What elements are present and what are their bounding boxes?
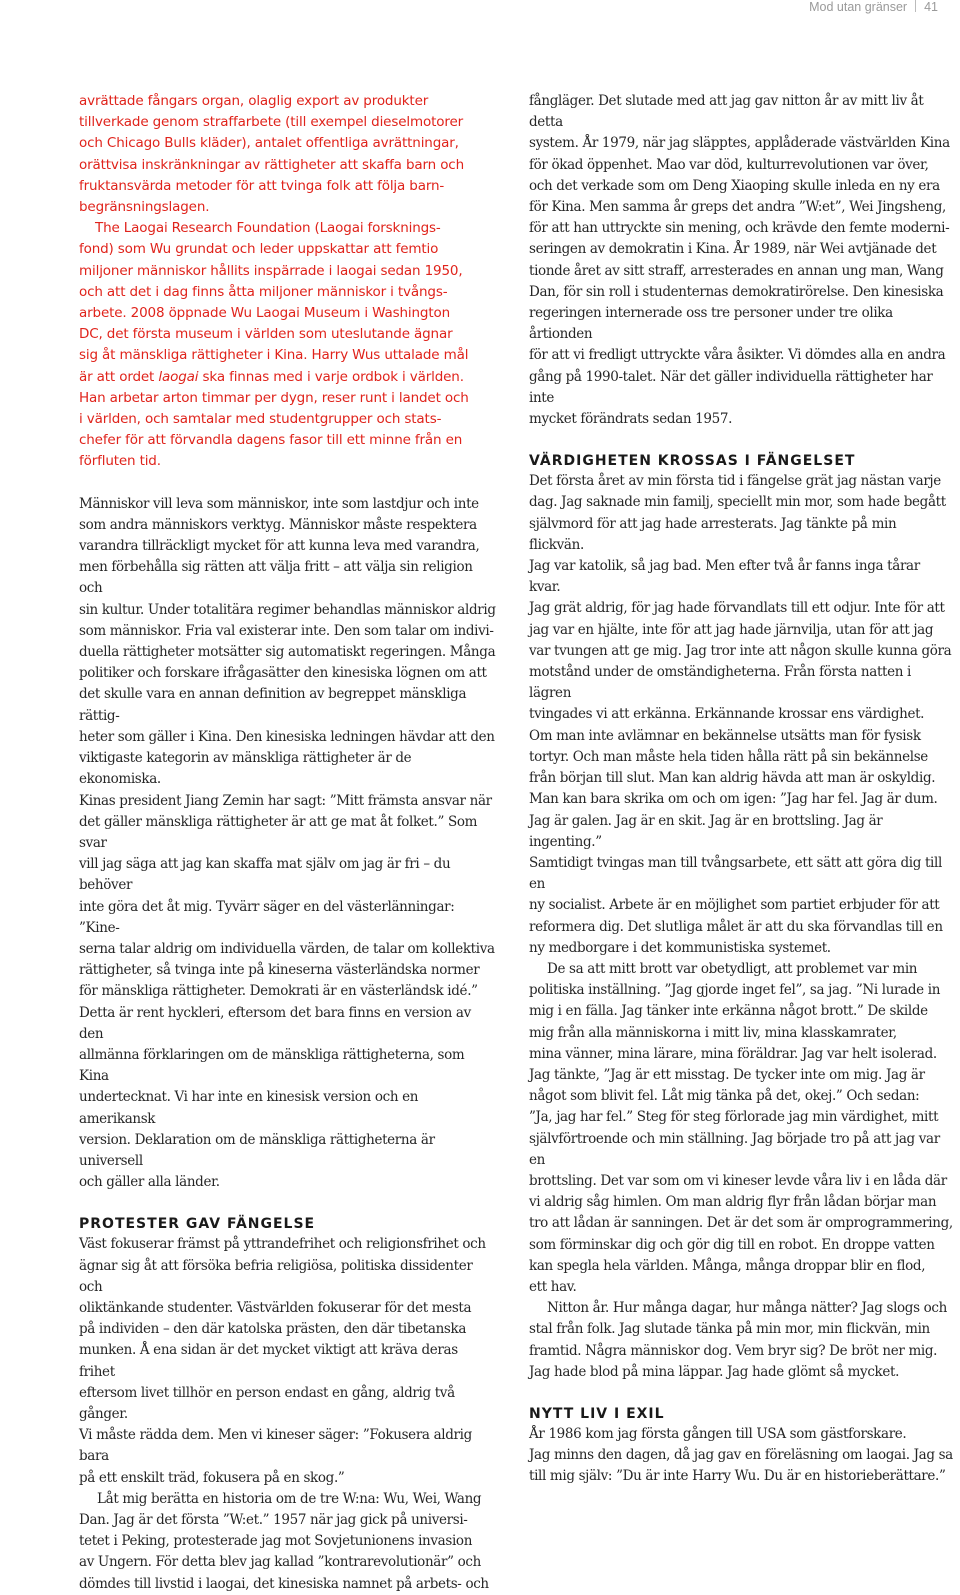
callout-line: The Laogai Research Foundation (Laogai forsknings- xyxy=(95,220,441,237)
body-line: allmänna förklaringen om de mänskliga rättigheterna, som Kina xyxy=(79,1046,465,1085)
right-column xyxy=(529,91,954,1488)
body-line: tionde året av sitt straff, arresterades en annan ung man, Wang xyxy=(529,262,944,279)
section-heading-protester: PROTESTER GAV FÄNGELSE xyxy=(79,1216,316,1233)
callout-line: DC, det första museum i världen som uteslutande ägnar xyxy=(79,326,453,343)
body-line: duella rättigheter motsätter sig automatiskt regeringen. Många xyxy=(79,644,496,661)
body-line: varandra tillräckligt mycket för att kunna leva med varandra, xyxy=(79,538,480,555)
callout-line: fond) som Wu grundat och leder uppskattar att femtio xyxy=(79,241,439,258)
callout-line: chefer för att förvandla dagens fasor till ett minne från en xyxy=(79,432,463,449)
body-paragraph-1 xyxy=(79,494,497,1194)
body-line: för att vi fredligt uttryckte våra åsikter. Vi dömdes alla en andra xyxy=(529,347,946,364)
callout-line: och Chicago Bulls kläder), antalet offentliga avrättningar, xyxy=(79,135,459,152)
section-heading-vardigheten: VÄRDIGHETEN KROSSAS I FÄNGELSET xyxy=(529,453,856,470)
body-line: Jag hade blod på mina läppar. Jag hade glömt så mycket. xyxy=(529,1363,900,1380)
body-paragraph-3 xyxy=(529,91,954,430)
body-line: politiker och forskare ifrågasätter den kinesiska lögnen om att xyxy=(79,665,487,682)
body-line: mig i en fälla. Jag tänker inte erkänna något brott.” De skilde xyxy=(529,1003,928,1020)
callout-line: tillverkade genom straffarbete (till exempel dieselmotorer xyxy=(79,114,463,131)
body-line: Jag grät aldrig, för jag hade förvandlats till ett odjur. Inte för att xyxy=(529,600,945,617)
body-line: mig från alla människorna i mitt liv, mina klasskamrater, xyxy=(529,1024,897,1041)
running-head-divider xyxy=(915,0,916,12)
body-paragraph-2 xyxy=(79,1234,497,1594)
body-line: gång på 1990-talet. När det gäller individuella rättigheter har inte xyxy=(529,368,933,406)
callout-italic-word: laogai xyxy=(158,368,199,385)
body-line: jag var en hjälte, inte för att jag hade järnvilja, utan för att jag xyxy=(529,621,934,638)
body-line: undertecknat. Vi har inte en kinesisk version och en amerikansk xyxy=(79,1089,419,1127)
body-line: tortyr. Och man måste hela tiden hålla rätt på sin bekännelse xyxy=(529,748,928,765)
body-line: inte göra det åt mig. Tyvärr säger en del västerlänningar: ”Kine- xyxy=(79,898,455,936)
callout-line: orättvisa inskränkningar av rättigheter att skaffa barn och xyxy=(79,156,464,173)
body-line: vill jag säga att jag kan skaffa mat själv om jag är fri – du behöver xyxy=(79,856,451,894)
body-line: sin kultur. Under totalitära regimer behandlas människor aldrig xyxy=(79,601,496,618)
body-line: Jag var katolik, så jag bad. Men efter två år fanns inga tårar kvar. xyxy=(529,558,920,596)
body-line: som förminskar dig och gör dig till en robot. En droppe vatten xyxy=(529,1236,935,1253)
body-line: seringen av demokratin i Kina. År 1989, när Wei avtjänade det xyxy=(529,241,937,258)
callout-line: ska finnas med i varje ordbok i världen. xyxy=(202,368,464,385)
body-line: och det verkade som om Deng Xiaoping skulle inleda en ny era xyxy=(529,177,940,194)
body-line: dag. Jag saknade min familj, speciellt min mor, som hade begått xyxy=(529,494,946,511)
body-line: för mänskliga rättigheter. Demokrati är en västerländsk idé.” xyxy=(79,983,478,1000)
body-line: fångläger. Det slutade med att jag gav nitton år av mitt liv åt detta xyxy=(529,93,924,131)
body-line: Nitton år. Hur många dagar, hur många nätter? Jag slogs och xyxy=(547,1300,947,1317)
body-line: Om man inte avlämnar en bekännelse utsätts man för fysisk xyxy=(529,727,921,744)
body-line: självmord för att jag hade arresterats. Jag tänkte på min flickvän. xyxy=(529,515,897,553)
body-line: det skulle vara en annan definition av begreppet mänskliga rättig- xyxy=(79,686,467,724)
body-line: Vi måste rädda dem. Men vi kineser säger: ”Fokusera aldrig bara xyxy=(79,1427,472,1465)
body-line: brottsling. Det var som om vi kineser levde våra liv i en låda där xyxy=(529,1172,947,1189)
callout-line: sig åt mänskliga rättigheter i Kina. Harry Wus uttalade mål xyxy=(79,347,469,364)
body-line: Det första året av min första tid i fängelse grät jag nästan varje xyxy=(529,473,941,490)
body-line: regeringen internerade oss tre personer under tre olika årtionden xyxy=(529,305,893,343)
running-head xyxy=(809,0,938,14)
callout-line: arbete. 2008 öppnade Wu Laogai Museum i Washington xyxy=(79,305,450,322)
body-line: tetet i Peking, protesterade jag mot Sovjetunionens invasion xyxy=(79,1533,473,1550)
body-line: framtid. Några människor dog. Vem bryr sig? De bröt ner mig. xyxy=(529,1342,938,1359)
body-line: Kinas president Jiang Zemin har sagt: ”Mitt främsta ansvar när xyxy=(79,792,492,809)
body-line: som andra människors verktyg. Människor måste respektera xyxy=(79,516,477,533)
page-number: 41 xyxy=(924,0,938,14)
body-line: politiska inställning. ”Jag gjorde inget fel”, sa jag. ”Ni lurade in xyxy=(529,982,941,999)
body-line: rättigheter, så tvinga inte på kineserna västerländska normer xyxy=(79,962,480,979)
body-line: dömdes till livstid i laogai, det kinesiska namnet på arbets- och xyxy=(79,1575,489,1592)
body-paragraph-5 xyxy=(529,1424,954,1488)
body-line: version. Deklaration om de mänskliga rättigheterna är universell xyxy=(79,1131,435,1169)
body-paragraph-4 xyxy=(529,471,954,1383)
body-line: system. År 1979, när jag släpptes, applåderade västvärlden Kina xyxy=(529,135,950,152)
body-line: Jag är galen. Jag är en skit. Jag är en brottsling. Jag är ingenting.” xyxy=(529,812,883,850)
body-line: som människor. Fria val existerar inte. Den som talar om indivi- xyxy=(79,622,494,639)
callout-line: förfluten tid. xyxy=(79,453,161,470)
body-line: Man kan bara skrika om och om igen: ”Jag har fel. Jag är dum. xyxy=(529,791,938,808)
body-line: mycket förändrats sedan 1957. xyxy=(529,411,733,428)
body-line: självförtroende och min ställning. Jag började tro på att jag var en xyxy=(529,1130,940,1168)
callout-line: Han arbetar arton timmar per dygn, reser runt i landet och xyxy=(79,389,469,406)
body-line: Samtidigt tvingas man till tvångsarbete, ett sätt att göra dig till en xyxy=(529,854,942,893)
body-line: ny socialist. Arbete är en möjlighet som partiet erbjuder för att xyxy=(529,897,940,914)
body-line: ett hav. xyxy=(529,1278,577,1295)
body-line: på ett enskilt träd, fokusera på en skog.” xyxy=(79,1469,345,1486)
callout-line: fruktansvärda metoder för att tvinga folk att följa barn- xyxy=(79,177,445,194)
body-line: för ökad öppenhet. Mao var död, kulturrevolutionen var över, xyxy=(529,156,929,173)
body-line: för Kina. Men samma år greps det andra ”W:et”, Wei Jingsheng, xyxy=(529,199,946,216)
body-line: men förbehålla sig rätten att välja fritt – att välja sin religion och xyxy=(79,559,473,597)
body-line: vi aldrig såg himlen. Om man aldrig flyr från lådan börjar man xyxy=(529,1194,937,1211)
body-line: av Ungern. För detta blev jag kallad ”kontrarevolutionär” och xyxy=(79,1554,481,1571)
callout-text xyxy=(79,91,497,473)
body-line: ägnar sig åt att försöka befria religiösa, politiska dissidenter och xyxy=(79,1257,473,1295)
body-line: Väst fokuserar främst på yttrandefrihet och religionsfrihet och xyxy=(79,1236,486,1253)
body-line: reformera dig. Det slutliga målet är att du ska förvandlas till en xyxy=(529,918,943,935)
body-line: och gäller alla länder. xyxy=(79,1174,220,1191)
body-line: det gäller mänskliga rättigheter är att ge mat åt folket.” Som svar xyxy=(79,813,478,851)
body-line: munken. Å ena sidan är det mycket viktigt att kräva deras frihet xyxy=(79,1342,458,1380)
body-line: något som blivit fel. Låt mig tänka på det, okej.” Och sedan: xyxy=(529,1088,920,1105)
callout-line: miljoner människor hållits inspärrade i laogai sedan 1950, xyxy=(79,262,463,279)
callout-line: och att det i dag finns åtta miljoner människor i tvångs- xyxy=(79,283,448,300)
body-line: Detta är rent hyckleri, eftersom det bara finns en version av den xyxy=(79,1004,471,1042)
body-line: till mig själv: ”Du är inte Harry Wu. Du är en historieberättare.” xyxy=(529,1468,946,1485)
body-line: kan spegla hela världen. Många, många droppar blir en flod, xyxy=(529,1257,926,1274)
body-line: Jag minns den dagen, då jag gav en föreläsning om laogai. Jag sa xyxy=(529,1447,953,1464)
body-line: ”Ja, jag har fel.” Steg för steg förlorade jag min värdighet, mitt xyxy=(529,1109,939,1126)
callout-line: begränsningslagen. xyxy=(79,199,210,216)
body-line: Dan. Jag är det första ”W:et.” 1957 när jag gick på universi- xyxy=(79,1512,468,1528)
body-line: Dan, för sin roll i studenternas demokratirörelse. Den kinesiska xyxy=(529,283,944,300)
left-column xyxy=(79,91,497,1595)
body-line: stal från folk. Jag slutade tänka på min mor, min flickvän, min xyxy=(529,1321,930,1338)
body-line: År 1986 kom jag första gången till USA som gästforskare. xyxy=(529,1425,907,1442)
body-line: från början till slut. Man kan aldrig hävda att man är oskyldig. xyxy=(529,770,936,787)
body-line: serna talar aldrig om individuella värden, de talar om kollektiva xyxy=(79,940,495,957)
body-line: De sa att mitt brott var obetydligt, att problemet var min xyxy=(547,960,918,977)
body-line: heter som gäller i Kina. Den kinesiska ledningen hävdar att den xyxy=(79,728,495,745)
section-heading-nytt-liv: NYTT LIV I EXIL xyxy=(529,1405,665,1422)
callout-line: i världen, och samtalar med studentgrupper och stats- xyxy=(79,411,442,428)
callout-line: avrättade fångars organ, olaglig export av produkter xyxy=(79,93,429,109)
body-line: mina vänner, mina lärare, mina föräldrar. Jag var helt isolerad. xyxy=(529,1045,937,1062)
body-line: oliktänkande studenter. Västvärlden fokuserar för det mesta xyxy=(79,1299,472,1316)
body-line: tro att lådan är sanningen. Det är det som är omprogrammering, xyxy=(529,1215,953,1232)
body-line: var tvungen att ge mig. Jag tror inte att någon skulle kunna göra xyxy=(529,642,952,659)
callout-line: är att ordet xyxy=(79,368,155,385)
body-line: ny medborgare i det kommunistiska systemet. xyxy=(529,939,831,956)
body-line: på individen – den där katolska prästen, den där tibetanska xyxy=(79,1321,467,1338)
body-line: för att han uttryckte sin mening, och krävde den femte moderni- xyxy=(529,220,950,237)
body-line: Låt mig berätta en historia om de tre W:na: Wu, Wei, Wang xyxy=(97,1490,482,1507)
body-line: eftersom livet tillhör en person endast en gång, aldrig två gånger. xyxy=(79,1384,455,1422)
body-line: Jag tänkte, ”Jag är ett misstag. De tycker inte om mig. Jag är xyxy=(529,1066,925,1083)
body-line: tvingades vi att erkänna. Erkännande krossar ens värdighet. xyxy=(529,706,925,723)
running-head-title: Mod utan gränser xyxy=(809,0,908,14)
body-line: Människor vill leva som människor, inte som lastdjur och inte xyxy=(79,495,479,512)
body-line: motstånd under de omständigheterna. Från första natten i lägren xyxy=(529,664,911,702)
body-line: viktigaste kategorin av mänskliga rättigheter är de ekonomiska. xyxy=(79,750,412,788)
